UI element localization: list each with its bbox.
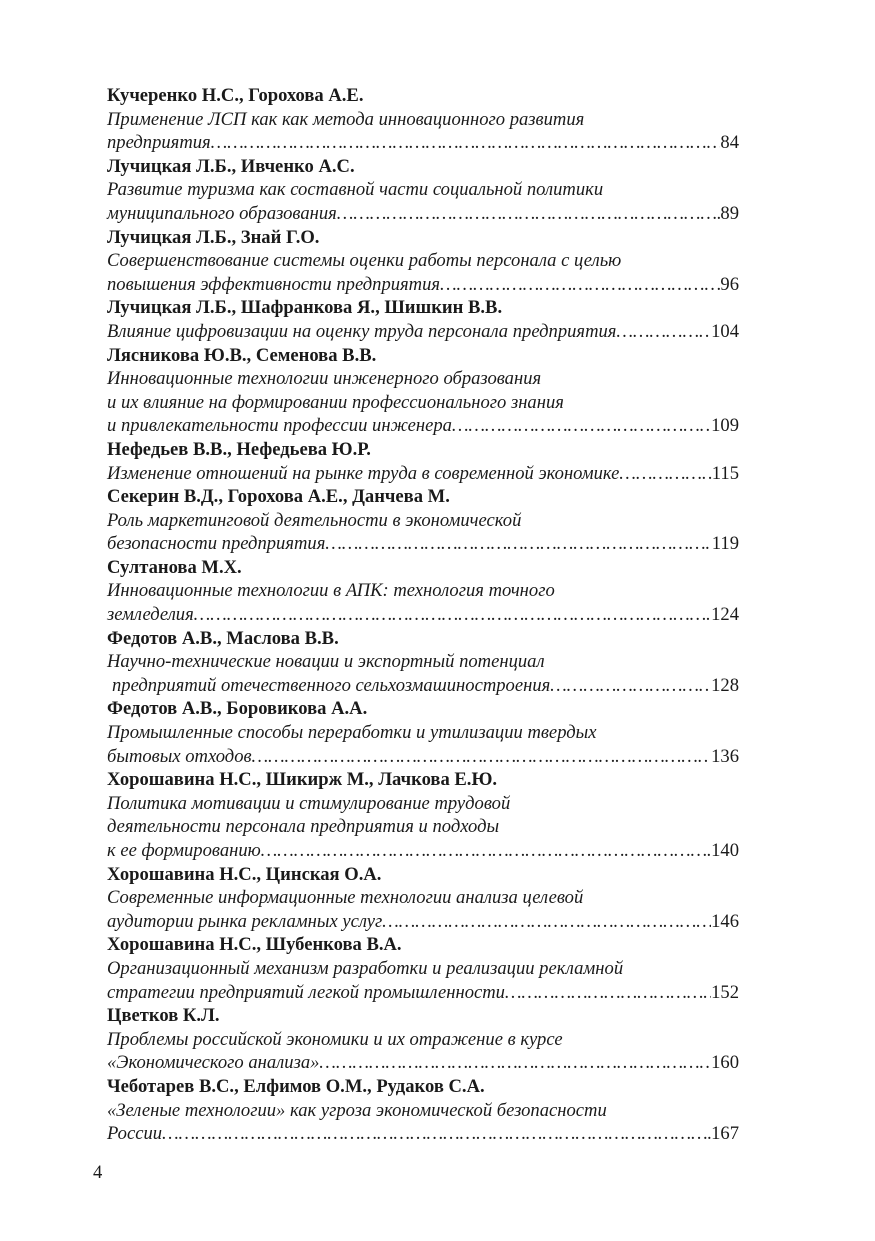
- dot-leader: [211, 131, 721, 155]
- entry-authors: Федотов А.В., Маслова В.В.: [107, 627, 339, 649]
- entry-title-text: Влияние цифровизации на оценку труда персонала предприятия: [107, 320, 617, 342]
- toc-entry: [107, 84, 739, 155]
- toc-entry: [107, 863, 739, 934]
- entry-title-last-line: [107, 320, 739, 344]
- entry-title-last-line: [107, 745, 739, 769]
- dot-leader: [162, 1122, 711, 1146]
- entry-page-number: 167: [711, 1123, 739, 1145]
- entry-title-line: Роль маркетинговой деятельности в экономической: [107, 509, 522, 531]
- entry-page-number: 84: [720, 132, 739, 154]
- entry-title-line: Инновационные технологии в АПК: технология точного: [107, 580, 555, 602]
- entry-authors: Хорошавина Н.С., Шикирж М., Лачкова Е.Ю.: [107, 769, 498, 791]
- entry-page-number: 119: [711, 533, 739, 555]
- entry-authors: Лясникова Ю.В., Семенова В.В.: [107, 344, 377, 366]
- entry-authors: Лучицкая Л.Б., Ивченко А.С.: [107, 155, 355, 177]
- entry-page-number: 104: [711, 320, 739, 342]
- dot-leader: [452, 414, 711, 438]
- dot-leader: [194, 603, 711, 627]
- entry-title-line: Политика мотивации и стимулирование трудовой: [107, 792, 511, 814]
- toc-entry: [107, 697, 739, 768]
- entry-title-last-line: [107, 839, 739, 863]
- toc-entry: [107, 1075, 739, 1146]
- dot-leader: [319, 1051, 711, 1075]
- toc-entry: [107, 438, 739, 485]
- entry-authors: Хорошавина Н.С., Цинская О.А.: [107, 863, 382, 885]
- entry-page-number: 136: [711, 745, 739, 767]
- entry-page-number: 89: [720, 202, 739, 224]
- entry-title-text: к ее формированию: [107, 840, 261, 861]
- entry-title-text: «Экономического анализа»: [107, 1052, 320, 1074]
- entry-authors: Секерин В.Д., Горохова А.Е., Данчева М.: [107, 486, 450, 508]
- entry-title-line: Совершенствование системы оценки работы персонала с целью: [107, 250, 622, 272]
- dot-leader: [325, 532, 711, 556]
- entry-title-text: земледелия: [107, 604, 194, 626]
- entry-title-last-line: [107, 981, 739, 1005]
- entry-page-number: 152: [711, 981, 739, 1003]
- entry-title-text: повышения эффективности предприятия: [107, 273, 441, 295]
- entry-title-line: «Зеленые технологии» как угроза экономической безопасности: [107, 1099, 607, 1121]
- toc-entry: [107, 296, 739, 343]
- entry-page-number: 109: [711, 415, 739, 437]
- entry-page-number: 140: [711, 840, 739, 861]
- dot-leader: [382, 910, 711, 934]
- dot-leader: [616, 320, 711, 344]
- entry-title-line: деятельности персонала предприятия и подходы: [107, 816, 500, 838]
- entry-title-text: безопасности предприятия: [107, 533, 326, 555]
- entry-page-number: 160: [711, 1052, 739, 1074]
- entry-title-line: Организационный механизм разработки и реализации рекламной: [107, 957, 624, 979]
- entry-title-last-line: [107, 462, 739, 486]
- entry-title-last-line: [107, 1051, 739, 1075]
- entry-title-last-line: [107, 414, 739, 438]
- entry-authors: Лучицкая Л.Б., Шафранкова Я., Шишкин В.В.: [107, 297, 503, 319]
- toc-entry: [107, 155, 739, 226]
- entry-title-last-line: [107, 1122, 739, 1146]
- entry-title-text: и привлекательности профессии инженера: [107, 415, 452, 437]
- entry-authors: Цветков К.Л.: [107, 1005, 220, 1027]
- entry-authors: Нефедьев В.В., Нефедьева Ю.Р.: [107, 438, 371, 460]
- entry-title-text: муниципального образования: [107, 202, 337, 224]
- toc-entry: [107, 344, 739, 438]
- entry-title-text: России: [107, 1123, 163, 1145]
- entry-title-line: Научно-технические новации и экспортный потенциал: [107, 651, 545, 673]
- entry-title-text: предприятий отечественного сельхозмашиностроения: [112, 674, 551, 696]
- entry-title-line: Применение ЛСП как как метода инновационного развития: [107, 108, 585, 130]
- entry-page-number: 146: [711, 910, 739, 932]
- toc-entry: [107, 768, 739, 862]
- entry-authors: Чеботарев В.С., Елфимов О.М., Рудаков С.А.: [107, 1075, 485, 1097]
- toc-entry: [107, 627, 739, 698]
- entry-title-line: Современные информационные технологии анализа целевой: [107, 887, 584, 909]
- dot-leader: [440, 273, 720, 297]
- entry-title-line: и их влияние на формировании профессионального знания: [107, 391, 564, 413]
- entry-page-number: 128: [711, 674, 739, 696]
- entry-authors: Федотов А.В., Боровикова А.А.: [107, 698, 368, 720]
- entry-authors: Кучеренко Н.С., Горохова А.Е.: [107, 85, 364, 106]
- entry-title-line: Развитие туризма как составной части социальной политики: [107, 179, 604, 201]
- dot-leader: [550, 674, 711, 698]
- page-number: 4: [93, 1162, 103, 1183]
- entry-title-text: Изменение отношений на рынке труда в современной экономике: [107, 462, 620, 484]
- dot-leader: [252, 745, 712, 769]
- toc-entry: [107, 226, 739, 297]
- dot-leader: [261, 839, 711, 863]
- entry-title-last-line: [107, 532, 739, 556]
- entry-authors: Султанова М.Х.: [107, 556, 242, 578]
- entry-authors: Хорошавина Н.С., Шубенкова В.А.: [107, 934, 402, 956]
- entry-title-last-line: [107, 910, 739, 934]
- toc-entry: [107, 485, 739, 556]
- entry-title-line: Промышленные способы переработки и утилизации твердых: [107, 722, 597, 744]
- dot-leader: [619, 462, 711, 486]
- entry-title-last-line: [107, 674, 739, 698]
- entry-title-last-line: [107, 273, 739, 297]
- entry-title-line: Проблемы российской экономики и их отражение в курсе: [107, 1028, 563, 1050]
- entry-page-number: 115: [711, 462, 739, 484]
- toc-entry: [107, 1004, 739, 1075]
- entry-title-text: бытовых отходов: [107, 745, 252, 767]
- entry-title-text: предприятия: [107, 132, 211, 154]
- entry-title-last-line: [107, 202, 739, 226]
- entry-page-number: 96: [720, 273, 739, 295]
- entry-authors: Лучицкая Л.Б., Знай Г.О.: [107, 226, 320, 248]
- entry-title-line: Инновационные технологии инженерного образования: [107, 368, 542, 390]
- toc-entry: [107, 556, 739, 627]
- toc-entry: [107, 933, 739, 1004]
- dot-leader: [337, 202, 721, 226]
- entry-title-last-line: [107, 131, 739, 155]
- entry-title-last-line: [107, 603, 739, 627]
- table-of-contents: [107, 84, 739, 1146]
- entry-title-text: аудитории рынка рекламных услуг: [107, 910, 383, 932]
- entry-page-number: 124: [711, 604, 739, 626]
- entry-title-text: стратегии предприятий легкой промышленности: [107, 981, 505, 1003]
- dot-leader: [505, 981, 711, 1005]
